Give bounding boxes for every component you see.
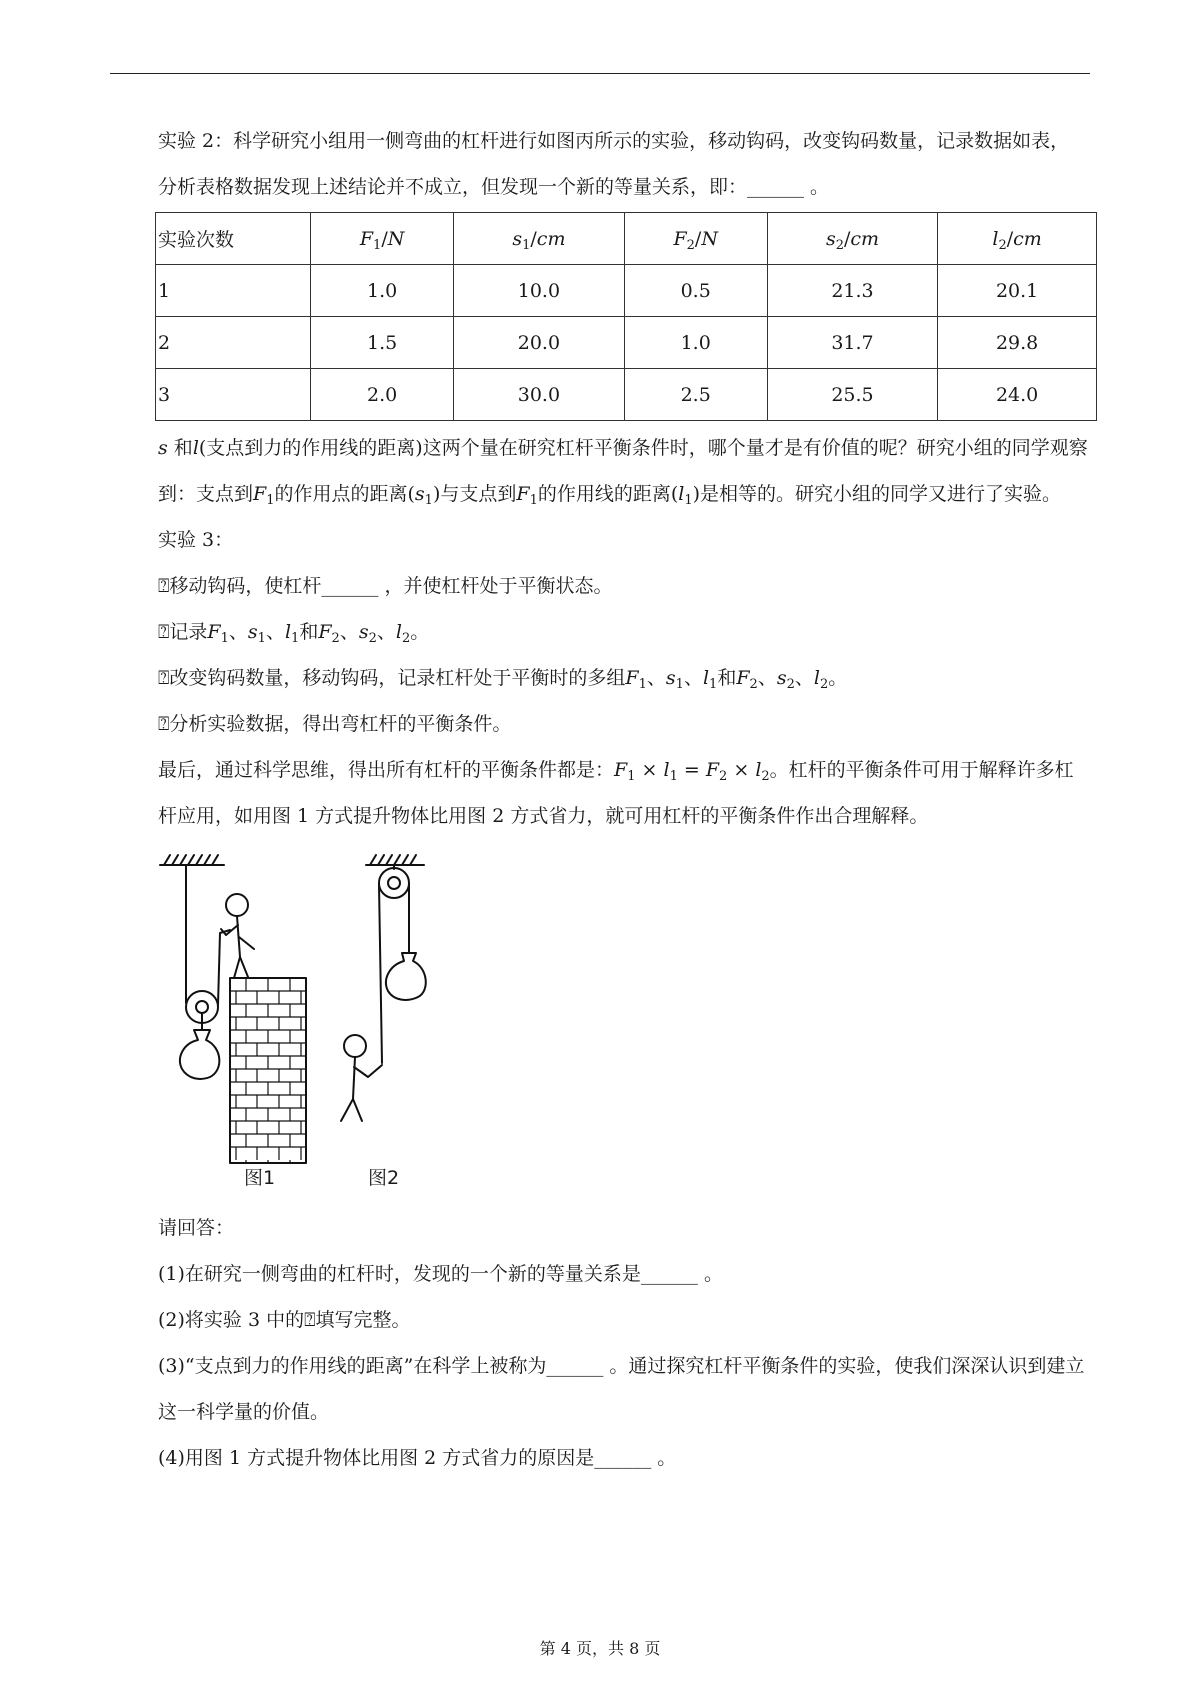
step-1: ⍰移动钩码，使杠杆______ ，并使杠杆处于平衡状态。 [158,575,613,597]
table-cell: 20.0 [454,317,624,369]
step-bullet: ⍰ [158,667,170,689]
table-cell: 1.0 [624,317,767,369]
experiment-3-title: 实验 3： [158,529,234,551]
table-cell: 2.0 [311,369,454,421]
step-2: ⍰记录$F_1$、$s_1$、$l_1$和$F_2$、$s_2$、$l_2$。 [158,621,430,646]
questions-intro: 请回答： [158,1217,235,1239]
table-cell: 0.5 [624,265,767,317]
table-cell: 2.5 [624,369,767,421]
table-cell: 29.8 [938,317,1097,369]
question-1: (1)在研究一侧弯曲的杠杆时，发现的一个新的等量关系是______ 。 [158,1263,723,1285]
table-row [156,369,1097,421]
table-cell: 3 [156,369,311,421]
table-cell: 21.3 [767,265,937,317]
table-header-f2: $F_2/N$ [624,213,767,265]
table-header-s1: $s_1/cm$ [454,213,624,265]
table-header-f1: $F_1/N$ [311,213,454,265]
step-bullet: ⍰ [158,713,170,735]
table-cell: 20.1 [938,265,1097,317]
figure-2-caption: 图2 [368,1167,400,1189]
header-rule [110,73,1090,74]
data-table [155,212,1097,421]
table-cell: 24.0 [938,369,1097,421]
step-3: ⍰改变钩码数量，移动钩码，记录杠杆处于平衡时的多组$F_1$、$s_1$、$l_1$和$F_2$、$s_2$、$l_2$。 [158,667,848,692]
table-cell: 25.5 [767,369,937,421]
page-content [158,118,1088,1481]
table-cell: 10.0 [454,265,624,317]
pulley-figures [156,845,446,1197]
figure-1-caption: 图1 [244,1167,276,1189]
table-cell: 1 [156,265,311,317]
table-cell: 31.7 [767,317,937,369]
experiment-2-paragraph: 实验 2：科学研究小组用一侧弯曲的杠杆进行如图丙所示的实验，移动钩码，改变钩码数量，记录数据如表，分析表格数据发现上述结论并不成立，但发现一个新的等量关系，即：______ 。 [158,130,1070,198]
table-row [156,317,1097,369]
table-header-trial: 实验次数 [156,213,311,265]
pulley-drawing [156,845,446,1197]
page-footer: 第 4 页，共 8 页 [539,1639,661,1658]
step-bullet: ⍰ [158,575,170,597]
table-header-row [156,213,1097,265]
s-and-l-paragraph: s 和l(支点到力的作用线的距离)这两个量在研究杠杆平衡条件时，哪个量才是有价值的呢？研究小组的同学观察到：支点到$F_1$的作用点的距离$(s_1)$与支点到$F_1$的作用线的距离$(l_1)$是相等的。研究小组的同学又进行了实验。 [158,437,1088,508]
conclusion-paragraph: 最后，通过科学思维，得出所有杠杆的平衡条件都是：$F_1 \times l_1 = F_2 \times l_2$。杠杆的平衡条件可用于解释许多杠杆应用，如用图 1 方式提升物体比用图 2 方式省力，就可用杠杆的平衡条件作出合理解释。 [158,759,1074,827]
question-4: (4)用图 1 方式提升物体比用图 2 方式省力的原因是______ 。 [158,1447,677,1469]
question-3: (3)“支点到力的作用线的距离”在科学上被称为______ 。通过探究杠杆平衡条件的实验，使我们深深认识到建立这一科学量的价值。 [158,1355,1085,1423]
table-row [156,265,1097,317]
step-4: ⍰分析实验数据，得出弯杠杆的平衡条件。 [158,713,512,735]
table-cell: 2 [156,317,311,369]
step-bullet: ⍰ [158,621,170,643]
table-header-l2: $l_2/cm$ [938,213,1097,265]
table-cell: 1.5 [311,317,454,369]
table-cell: 30.0 [454,369,624,421]
table-header-s2: $s_2/cm$ [767,213,937,265]
question-2: (2)将实验 3 中的⍰填写完整。 [158,1309,411,1331]
table-cell: 1.0 [311,265,454,317]
brick-pattern [230,978,306,1163]
